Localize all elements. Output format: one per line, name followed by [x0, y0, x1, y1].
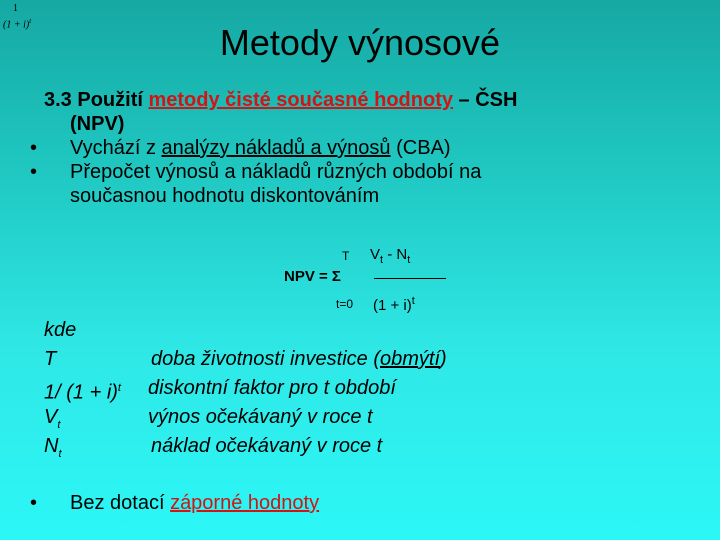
formula-numerator: $V_t - N_t$ [370, 246, 411, 266]
definition-symbol: $N_t$ [44, 435, 62, 460]
sum-upper-limit: T [342, 249, 350, 263]
npv-method-link[interactable]: metody čisté současné hodnoty [148, 89, 453, 111]
definition-text: doba životnosti investice (obmýtí) [151, 348, 447, 370]
negative-values-link[interactable]: záporné hodnoty [170, 492, 320, 514]
bullet-item: • Přepočet výnosů a nákladů různých období na současnou hodnotu diskontováním [30, 161, 482, 207]
definition-row [44, 374, 684, 403]
bullet-item: • Bez dotací záporné hodnoty [30, 492, 320, 514]
corner-denominator: $(1 + i)^t$ [3, 17, 32, 31]
definition-symbol: $V_t$ [44, 406, 61, 431]
definition-text: diskontní faktor pro t období [148, 377, 396, 399]
definition-symbol: 1/ $(1 + i)^t$ [44, 381, 121, 404]
npv-formula [280, 243, 480, 315]
bullet-dot: • [30, 161, 38, 183]
cba-link[interactable]: analýzy nákladů a výnosů [161, 137, 391, 159]
section-heading: 3.3 Použití metody čisté současné hodnoty – ČSH (NPV) [44, 89, 518, 135]
definition-text: náklad očekávaný v roce t [151, 435, 383, 457]
bullet-dot: • [30, 492, 38, 514]
fraction-line [374, 278, 446, 279]
formula-lhs: NPV = Σ [284, 268, 341, 285]
main-content [30, 88, 684, 208]
definition-text: výnos očekávaný v roce t [148, 406, 373, 428]
definition-symbol: T [44, 348, 57, 370]
formula-denominator: $(1 + i)^t$ [373, 295, 415, 314]
definition-row [44, 403, 684, 432]
definitions-intro: kde [44, 319, 77, 341]
bullet-dot: • [30, 137, 38, 159]
page-title: Metody výnosové [219, 22, 501, 63]
definition-row [44, 432, 684, 461]
definition-row [44, 345, 684, 374]
definitions-list [44, 316, 684, 461]
sum-lower-limit: t=0 [336, 297, 354, 311]
bullet-item: • Vychází z analýzy nákladů a výnosů (CBA) [30, 137, 451, 159]
corner-numerator: 1 [13, 3, 18, 14]
